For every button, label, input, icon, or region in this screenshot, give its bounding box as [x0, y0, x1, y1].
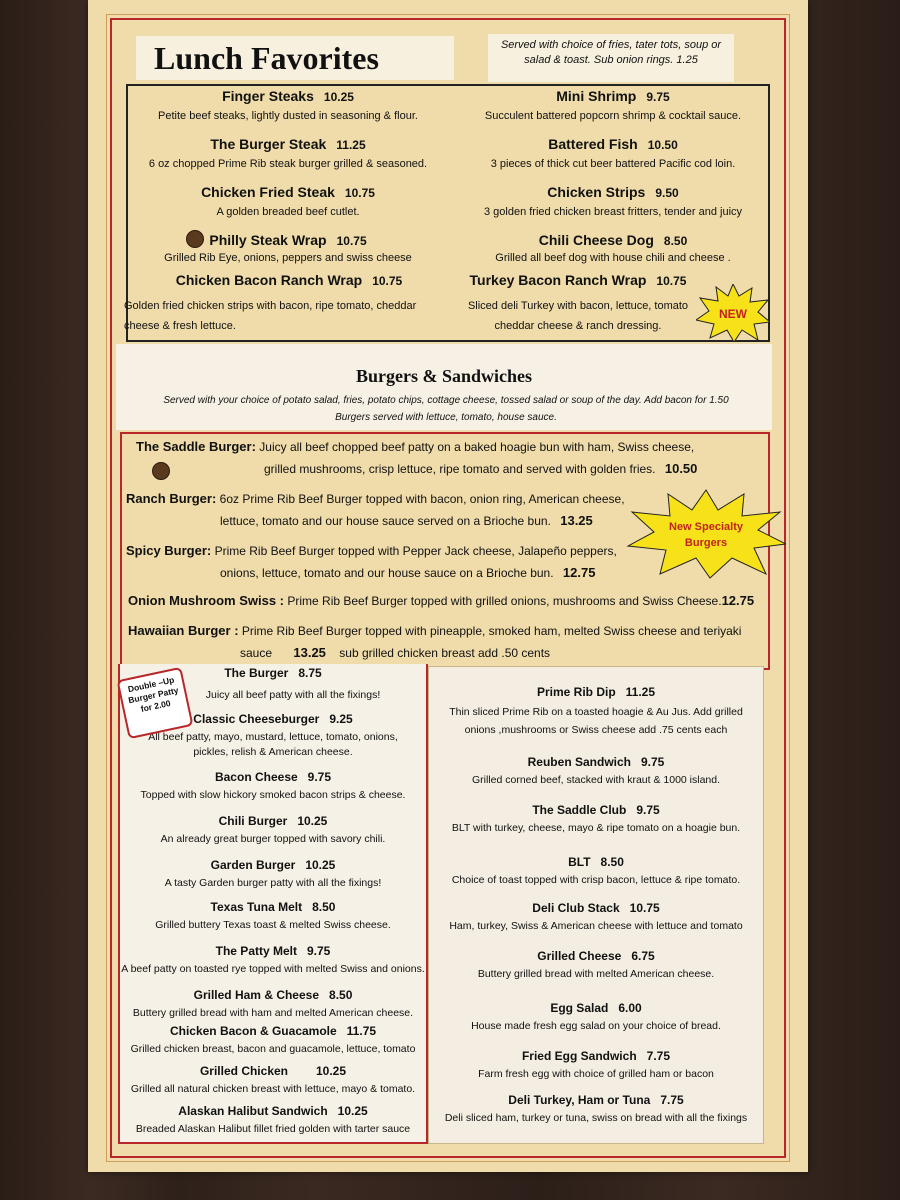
burgers-left-column [118, 664, 428, 1144]
menu-item: Deli Club Stack 10.75 Ham, turkey, Swiss & American cheese with lettuce and tomato [449, 901, 743, 932]
lunch-item: Chicken Bacon Ranch Wrap 10.75 Golden fried chicken strips with bacon, ripe tomato, cheddar cheese & fresh lettuce. [124, 272, 417, 332]
lunch-note: Served with choice of fries, tater tots, soup or salad & toast. Sub onion rings. 1.25 [488, 34, 734, 82]
menu-item: Garden Burger 10.25 A tasty Garden burger patty with all the fixings! [164, 858, 382, 889]
lunch-item: Finger Steaks 10.25 Petite beef steaks, lightly dusted in seasoning & flour. [158, 88, 418, 122]
burgers-header-band [116, 344, 772, 430]
burgers-note [146, 392, 746, 426]
double-up-badge: Double –Up Burger Patty for 2.00 [116, 667, 193, 739]
menu-item: BLT 8.50 Choice of toast topped with crisp bacon, lettuce & ripe tomato. [451, 855, 741, 886]
menu-item: Reuben Sandwich 9.75 Grilled corned beef, stacked with kraut & 1000 island. [471, 755, 721, 786]
menu-item: Texas Tuna Melt 8.50 Grilled buttery Texas toast & melted Swiss cheese. [155, 900, 391, 931]
menu-item: Grilled Ham & Cheese 8.50 Buttery grilled bread with ham and melted American cheese. [132, 988, 414, 1019]
menu-sheet [88, 0, 808, 1172]
menu-item: Deli Turkey, Ham or Tuna 7.75 Deli sliced ham, turkey or tuna, swiss on bread with all the fixings [444, 1093, 748, 1124]
new-badge [696, 284, 770, 342]
new-specialty-badge [626, 488, 786, 580]
lunch-item: Chili Cheese Dog 8.50 Grilled all beef dog with house chili and cheese . [495, 232, 731, 264]
menu-item: Grilled Chicken 10.25 Grilled all natural chicken breast with lettuce, mayo & tomato. [130, 1064, 416, 1095]
lunch-item: Philly Steak Wrap 10.75 Grilled Rib Eye, onions, peppers and swiss cheese [164, 232, 412, 264]
menu-item: Alaskan Halibut Sandwich 10.25 Breaded Alaskan Halibut fillet fried golden with tarter sauce [135, 1104, 411, 1135]
specialty-badge-line: New Specialty [669, 521, 743, 533]
specialty-item: The Saddle Burger: Juicy all beef chopped beef patty on a baked hoagie bun with ham, Swiss cheese, grilled mushrooms, crisp lettuce, ripe tomato and served with golden fries. 10.50 [136, 439, 698, 476]
lunch-item: The Burger Steak 11.25 6 oz chopped Prime Rib steak burger grilled & seasoned. [148, 136, 428, 170]
menu-item: Bacon Cheese 9.75 Topped with slow hickory smoked bacon strips & cheese. [140, 770, 406, 801]
specialty-badge-line: Burgers [684, 537, 728, 549]
lunch-item: Turkey Bacon Ranch Wrap 10.75 Sliced deli Turkey with bacon, lettuce, tomato cheddar cheese & ranch dressing. [467, 272, 689, 332]
specialty-item: Hawaiian Burger : Prime Rib Beef Burger topped with pineapple, smoked ham, melted Swiss cheese and teriyaki sauce 13.25 sub grilled chicken breast add .50 cents [128, 623, 742, 660]
menu-item: Fried Egg Sandwich 7.75 Farm fresh egg with choice of grilled ham or bacon [478, 1049, 714, 1080]
lunch-items-box [126, 84, 770, 342]
horseshoe-icon [152, 462, 170, 480]
new-badge-label: NEW [719, 307, 747, 321]
lunch-item: Chicken Strips 9.50 3 golden fried chicken breast fritters, tender and juicy [483, 184, 743, 218]
specialty-item: Spicy Burger: Prime Rib Beef Burger topped with Pepper Jack cheese, Jalapeño peppers, onions, lettuce, tomato and our house sauce on a Brioche bun. 12.75 [126, 543, 617, 580]
menu-item: Chicken Bacon & Guacamole 11.75 Grilled chicken breast, bacon and guacamole, lettuce, tomato [130, 1024, 416, 1055]
lunch-title: Lunch Favorites [136, 36, 454, 80]
burgers-title: Burgers & Sandwiches [355, 366, 532, 386]
menu-item: Prime Rib Dip 11.25 Thin sliced Prime Rib on a toasted hoagie & Au Jus. Add grilled onions ,mushrooms or Swiss cheese add .75 cents each [449, 685, 743, 736]
menu-item: The Saddle Club 9.75 BLT with turkey, cheese, mayo & ripe tomato on a hoagie bun. [451, 803, 741, 834]
menu-item: The Patty Melt 9.75 A beef patty on toasted rye topped with melted Swiss and onions. [121, 944, 425, 975]
lunch-item: Mini Shrimp 9.75 Succulent battered popcorn shrimp & cocktail sauce. [484, 88, 742, 122]
specialty-item: Ranch Burger: 6oz Prime Rib Beef Burger topped with bacon, onion ring, American cheese, lettuce, tomato and our house sauce served on a Brioche bun. 13.25 [126, 491, 625, 528]
burgers-right-column [428, 666, 764, 1144]
menu-item: Classic Cheeseburger 9.25 All beef patty, mayo, mustard, lettuce, tomato, onions, pickles, relish & American cheese. [148, 712, 398, 758]
specialty-item: Onion Mushroom Swiss : Prime Rib Beef Burger topped with grilled onions, mushrooms and Swiss Cheese.12.75 [128, 593, 755, 608]
menu-item: Egg Salad 6.00 House made fresh egg salad on your choice of bread. [471, 1001, 721, 1032]
menu-item: The Burger 8.75 Juicy all beef patty with all the fixings! [205, 666, 381, 701]
menu-item: Grilled Cheese 6.75 Buttery grilled bread with melted American cheese. [477, 949, 715, 980]
lunch-item: Chicken Fried Steak 10.75 A golden breaded beef cutlet. [201, 184, 375, 218]
lunch-item: Battered Fish 10.50 3 pieces of thick cut beer battered Pacific cod loin. [490, 136, 736, 170]
burgers-note-line: Served with your choice of potato salad, fries, potato chips, cottage cheese, tossed salad or soup of the day. Add bacon for 1.50 [163, 395, 729, 406]
menu-item: Chili Burger 10.25 An already great burger topped with savory chili. [160, 814, 386, 845]
burgers-note-line: Burgers served with lettuce, tomato, house sauce. [335, 412, 557, 423]
